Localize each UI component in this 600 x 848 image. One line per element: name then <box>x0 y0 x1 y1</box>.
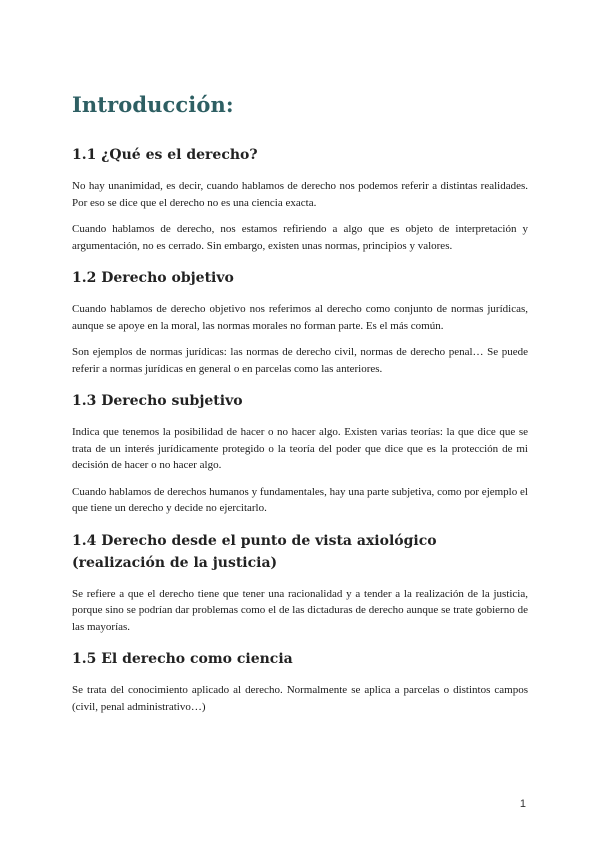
section-que-es-el-derecho <box>72 144 528 254</box>
section-paragraph: No hay unanimidad, es decir, cuando hablamos de derecho nos podemos referir a distintas realidades. Por eso se dice que el derecho no es una ciencia exacta. <box>72 180 528 209</box>
section-derecho-axiologico <box>72 530 528 636</box>
section-paragraph: Son ejemplos de normas jurídicas: las normas de derecho civil, normas de derecho penal… Se puede referir a normas jurídicas en general o en parcelas como las anteriores. <box>72 346 528 375</box>
section-derecho-subjetivo <box>72 390 528 517</box>
section-derecho-objetivo <box>72 267 528 377</box>
section-heading: 1.3 Derecho subjetivo <box>72 393 243 409</box>
page-number: 1 <box>519 798 526 810</box>
section-paragraph: Se trata del conocimiento aplicado al derecho. Normalmente se aplica a parcelas o distintos campos (civil, penal administrativo…) <box>72 684 528 713</box>
section-paragraph: Cuando hablamos de derecho objetivo nos referimos al derecho como conjunto de normas jurídicas, aunque se apoye en la moral, las normas morales no forman parte. Es el más común. <box>72 303 528 332</box>
section-derecho-como-ciencia <box>72 648 528 715</box>
section-heading: 1.5 El derecho como ciencia <box>72 651 293 667</box>
sections-container <box>72 144 528 728</box>
section-heading: 1.1 ¿Qué es el derecho? <box>72 147 258 163</box>
section-paragraph: Se refiere a que el derecho tiene que tener una racionalidad y a tender a la realización de la justicia, porque sino se podrían dar problemas como el de las dictaduras de derecho aunque se trate gobierno de las mayorías. <box>72 587 528 633</box>
section-heading: 1.2 Derecho objetivo <box>72 270 234 286</box>
section-paragraph: Cuando hablamos de derechos humanos y fundamentales, hay una parte subjetiva, como por ejemplo el que tiene un derecho y decide no ejercitarlo. <box>72 485 528 514</box>
section-paragraph: Indica que tenemos la posibilidad de hacer o no hacer algo. Existen varias teorías: la que dice que se trata de un interés jurídicamente protegido o la teoría del poder que dice que es la protección de mi decisión de hacer o no hacer algo. <box>72 426 528 471</box>
section-paragraph: Cuando hablamos de derecho, nos estamos refiriendo a algo que es objeto de interpretación y argumentación, no es cerrado. Sin embargo, existen unas normas, principios y valores. <box>72 223 528 252</box>
document-title: Introducción: <box>72 92 234 117</box>
section-heading: 1.4 Derecho desde el punto de vista axiológico (realización de la justicia) <box>72 532 437 571</box>
